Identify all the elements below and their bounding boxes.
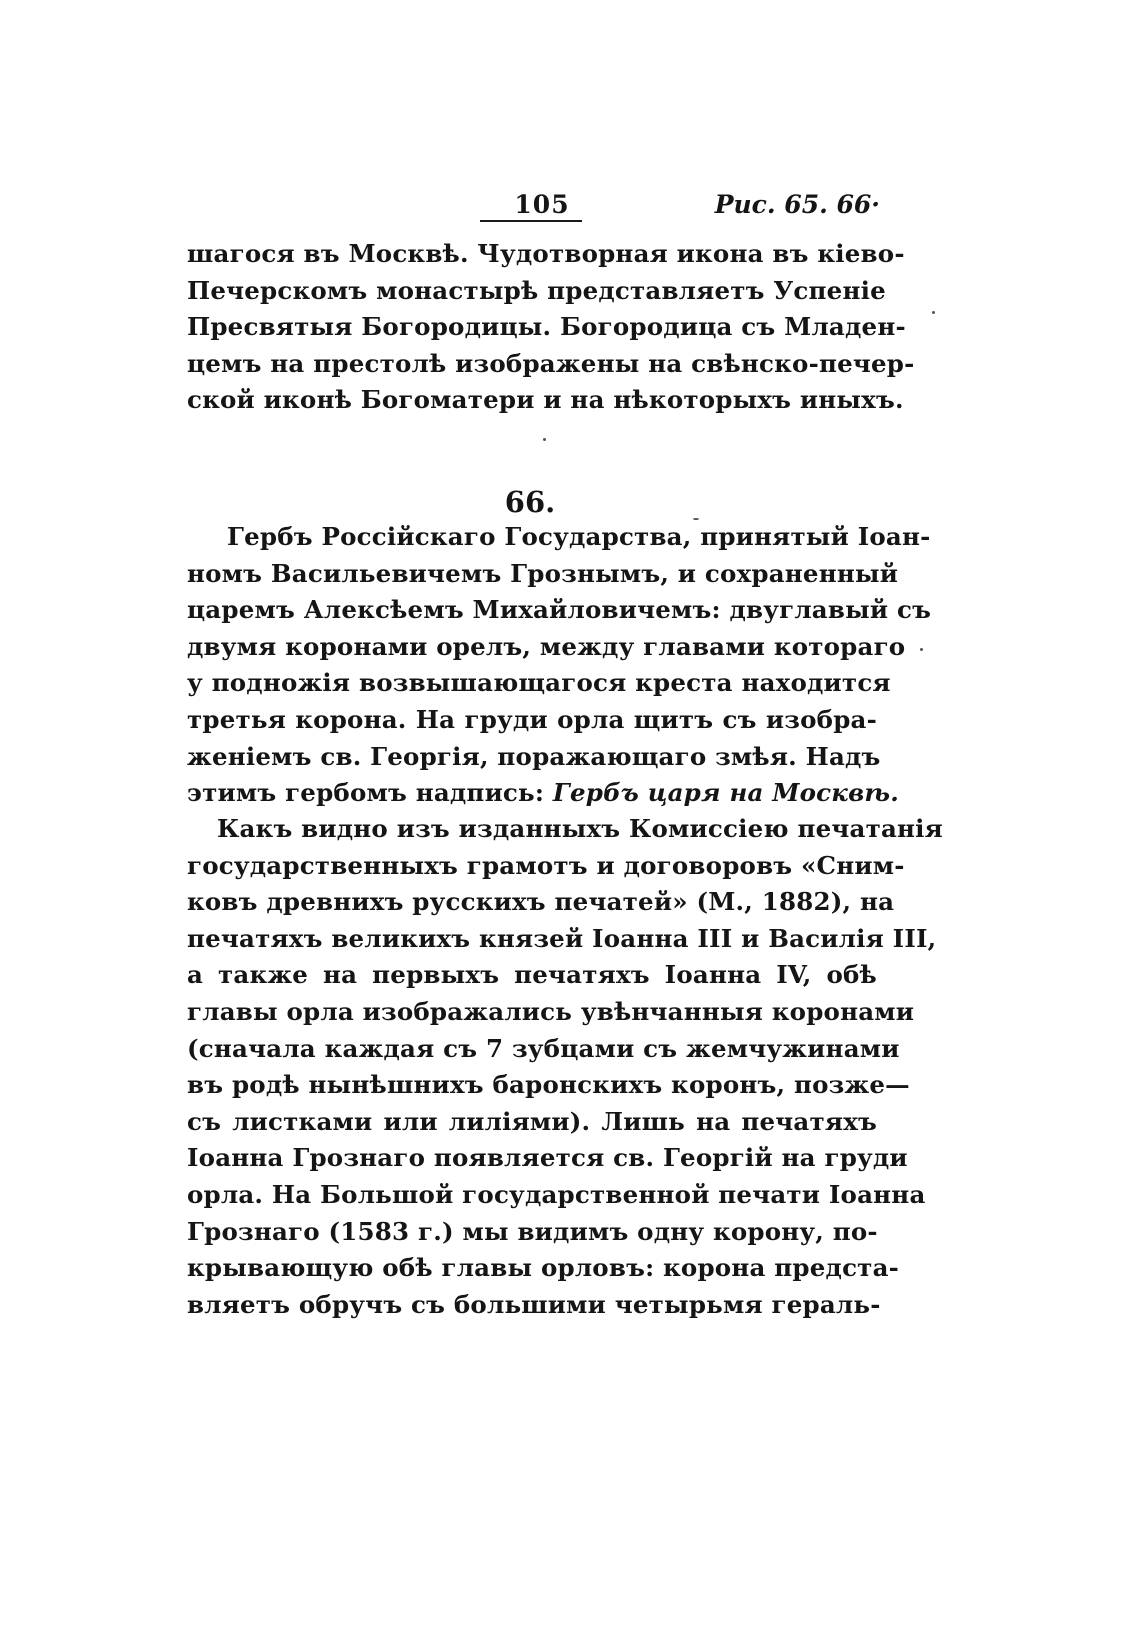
section-number: 66.: [504, 485, 556, 519]
page-header: [190, 190, 880, 230]
text-line: двумя коронами орелъ, между главами котораго: [187, 631, 906, 661]
header-rule: [480, 220, 582, 222]
paragraph-66-2: [187, 811, 943, 1323]
text-line: третья корона. На груди орла щитъ съ изобра-: [187, 704, 877, 734]
print-speck: [932, 311, 935, 314]
text-line: (сначала каждая съ 7 зубцами съ жемчужинами: [187, 1033, 900, 1063]
text-line: цемъ на престолѣ изображены на свѣнско-печер-: [187, 348, 915, 378]
text-line: съ листками или лиліями). Лишь на печатяхъ: [187, 1106, 877, 1136]
text-line: [187, 775, 900, 812]
text-line: въ родѣ нынѣшнихъ баронскихъ коронъ, позже—: [187, 1070, 910, 1100]
text-line-prefix: этимъ гербомъ надпись:: [187, 778, 553, 808]
text-line: орла. На Большой государственной печати Іоанна: [187, 1179, 926, 1209]
text-line: Грознаго (1583 г.) мы видимъ одну корону, по-: [187, 1216, 878, 1246]
text-line: ской иконѣ Богоматери и на нѣкоторыхъ иныхъ.: [187, 385, 904, 415]
text-line: Печерскомъ монастырѣ представляетъ Успеніе: [187, 275, 886, 305]
text-line: у подножія возвышающагося креста находится: [187, 668, 891, 698]
paragraph-65: [187, 236, 915, 419]
text-line: крывающую обѣ главы орловъ: корона предста-: [187, 1253, 900, 1283]
text-line: Гербъ Россійскаго Государства, принятый Іоан-: [227, 522, 931, 551]
text-line: Какъ видно изъ изданныхъ Комиссіею печатанія: [217, 814, 943, 843]
print-speck: [693, 518, 699, 520]
text-line: царемъ Алексѣемъ Михайловичемъ: двуглавый съ: [187, 595, 932, 625]
print-speck: [920, 648, 923, 651]
text-line: ковъ древнихъ русскихъ печатей» (М., 1882), на: [187, 887, 895, 917]
paragraph-66-1: [187, 519, 932, 812]
text-line: женіемъ св. Георгія, поражающаго змѣя. Надъ: [187, 741, 881, 771]
text-line: номъ Васильевичемъ Грознымъ, и сохраненный: [187, 558, 899, 588]
text-line: главы орла изображались увѣнчанныя коронами: [187, 996, 915, 1026]
text-line: Іоанна Грознаго появляется св. Георгій на груди: [187, 1143, 908, 1173]
text-line: государственныхъ грамотъ и договоровъ «Сним-: [187, 850, 905, 880]
figure-reference: Рис. 65. 66·: [714, 190, 880, 219]
print-speck: [543, 438, 546, 441]
text-line: Пресвятыя Богородицы. Богородица съ Младен-: [187, 312, 906, 342]
text-line: шагося въ Москвѣ. Чудотворная икона въ кіево-: [187, 239, 905, 268]
text-line: вляетъ обручъ съ большими четырьмя гераль-: [187, 1289, 881, 1319]
text-line: печатяхъ великихъ князей Іоанна III и Василія III,: [187, 923, 937, 953]
inscription-text: Гербъ царя на Москвѣ.: [552, 778, 900, 808]
text-line: а также на первыхъ печатяхъ Іоанна IV, обѣ: [187, 960, 877, 990]
page-number: 105: [514, 190, 570, 219]
